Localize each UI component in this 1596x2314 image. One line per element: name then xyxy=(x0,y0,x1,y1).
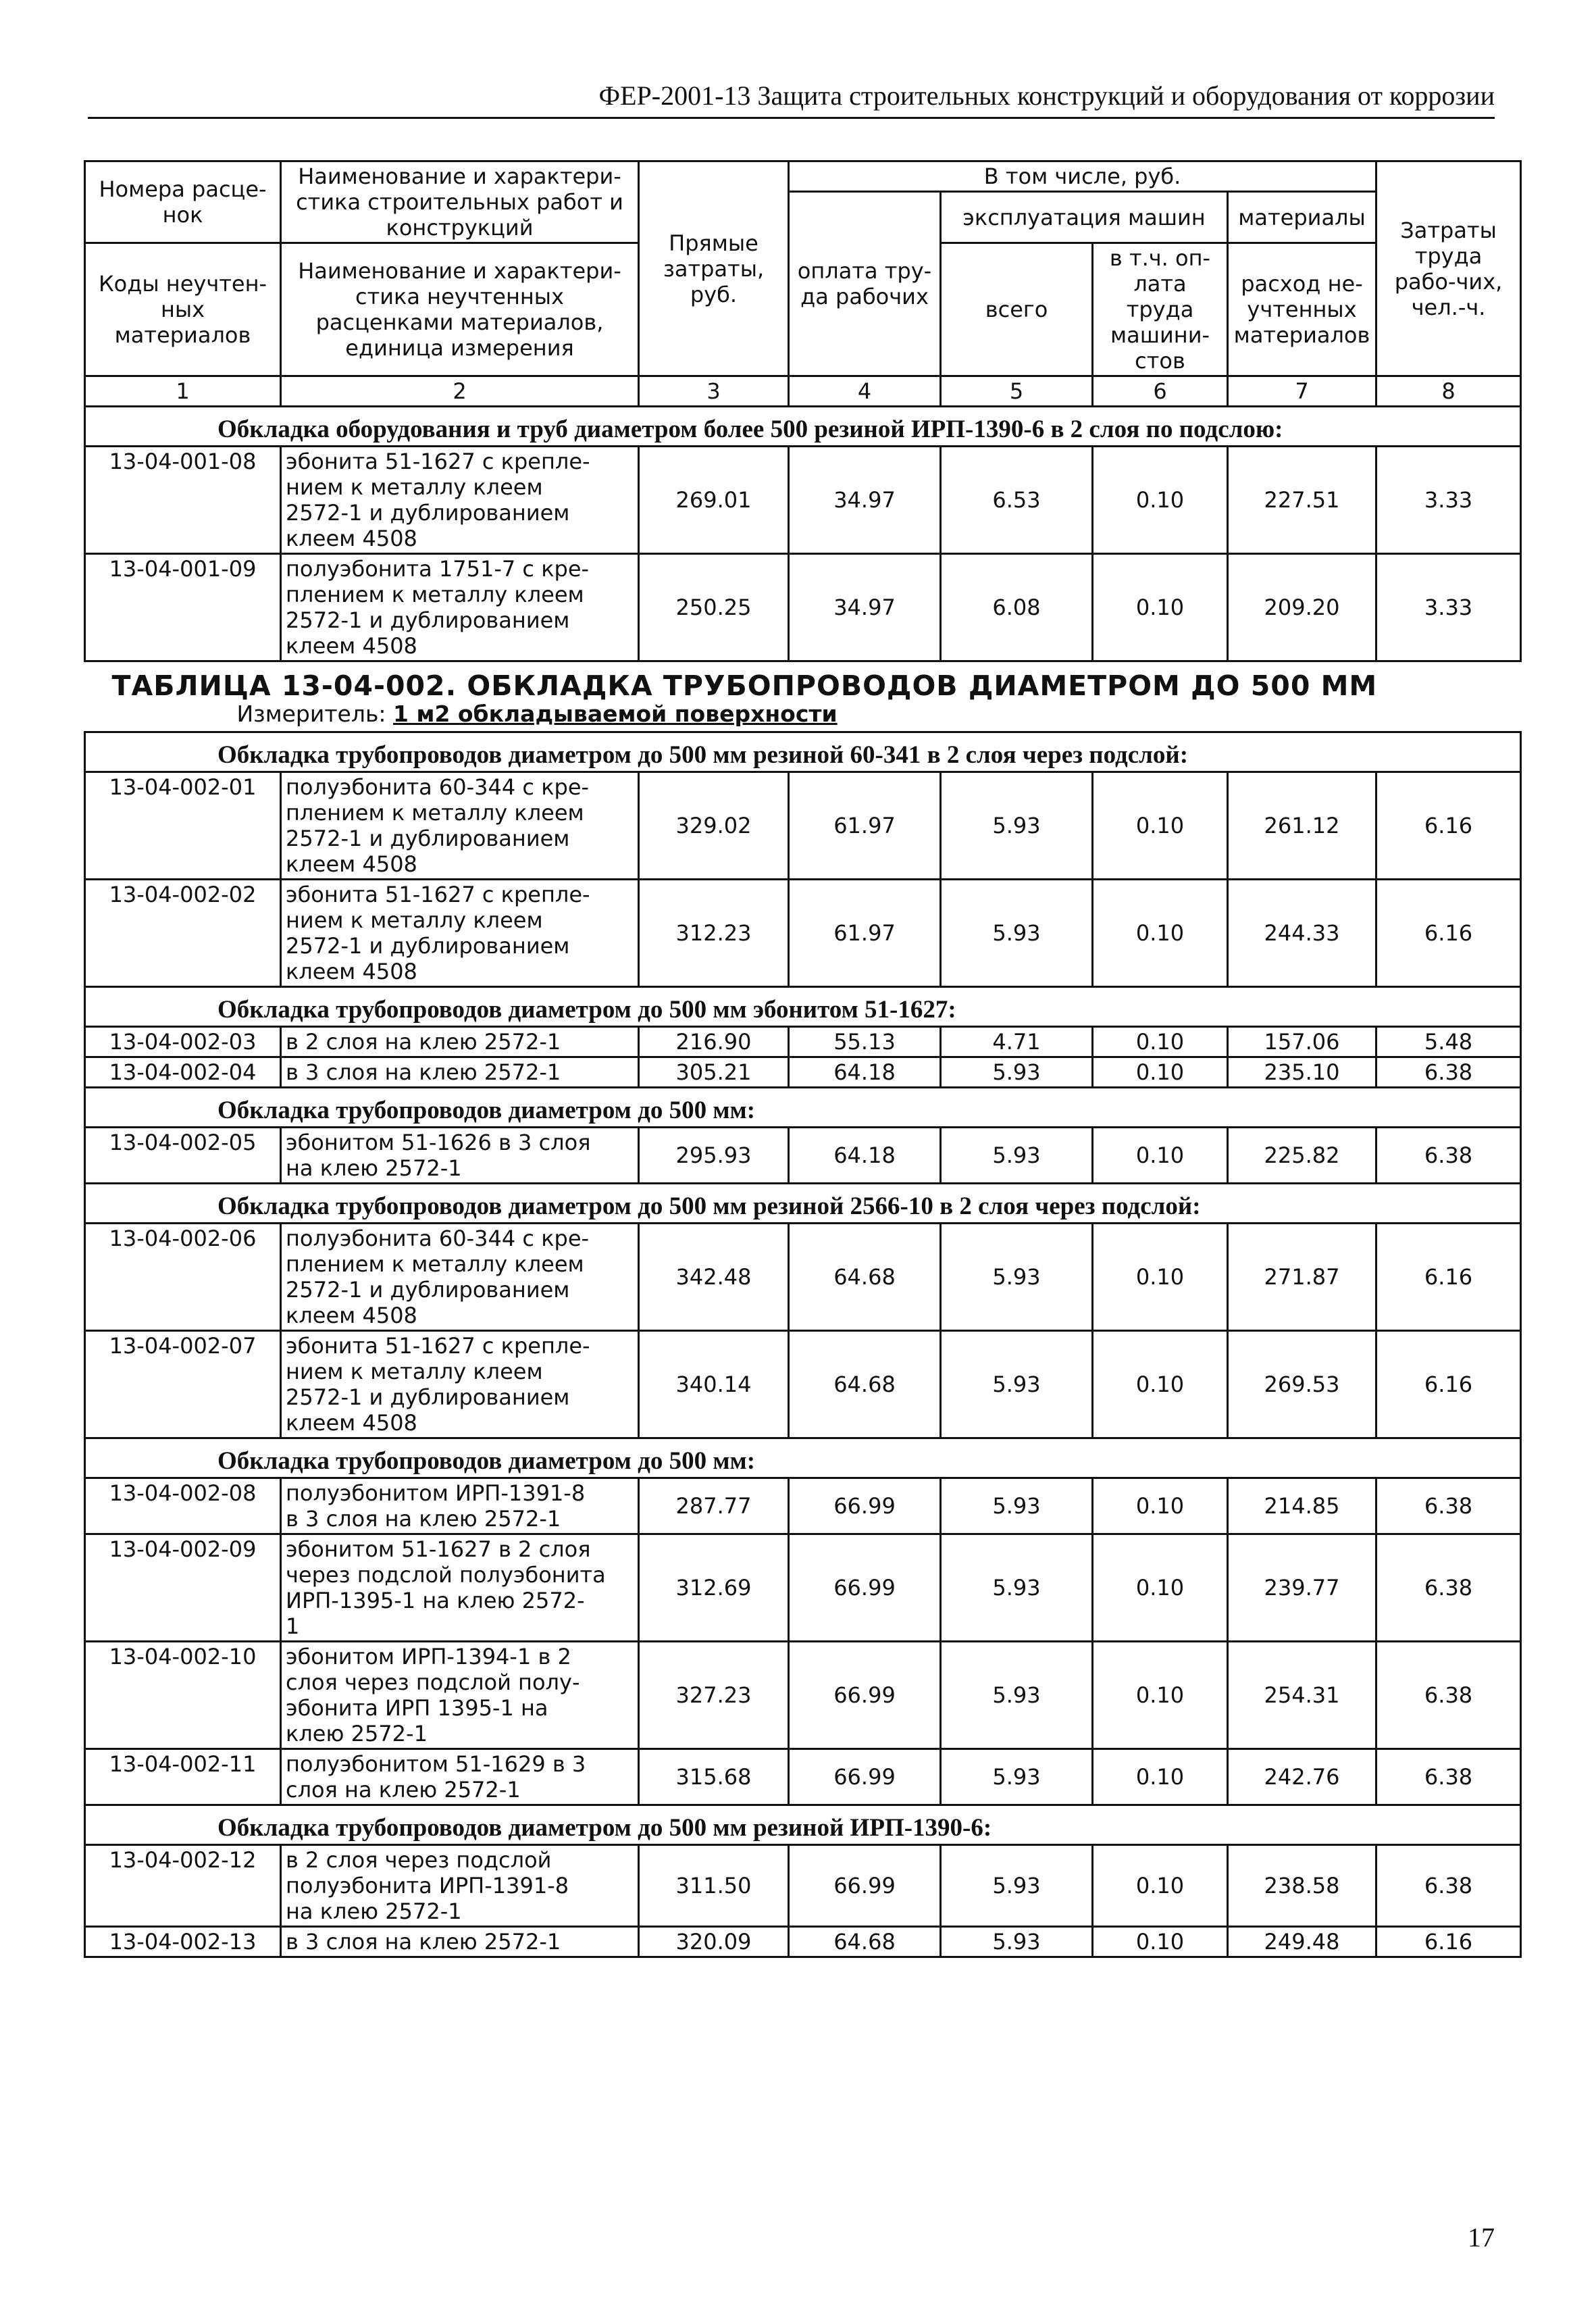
machines-value: 5.93 xyxy=(941,1642,1093,1749)
table-row xyxy=(85,1331,1521,1438)
rate-code: 13-04-002-08 xyxy=(85,1478,281,1534)
direct-costs-value: 329.02 xyxy=(639,772,789,880)
column-numbers-row xyxy=(85,376,1521,407)
rate-code: 13-04-001-08 xyxy=(85,447,281,554)
machines-value: 6.08 xyxy=(941,554,1093,661)
machines-value: 5.93 xyxy=(941,1927,1093,1957)
rate-code: 13-04-002-07 xyxy=(85,1331,281,1438)
labor-value: 6.16 xyxy=(1376,1224,1521,1331)
labor-value: 3.33 xyxy=(1376,554,1521,661)
labor-value: 6.38 xyxy=(1376,1478,1521,1534)
machines-value: 5.93 xyxy=(941,1128,1093,1184)
work-description xyxy=(281,880,639,987)
description-line: 2572-1 и дублированием xyxy=(286,1277,570,1303)
description-line: через подслой полуэбонита xyxy=(286,1562,606,1588)
table-row xyxy=(85,554,1521,661)
col-unaccounted-materials: расход не-учтенных материалов xyxy=(1228,243,1376,376)
description-line: клеем 4508 xyxy=(286,1303,417,1328)
work-description xyxy=(281,1027,639,1057)
measure-value: 1 м2 обкладываемой поверхности xyxy=(393,701,838,727)
direct-costs-value: 320.09 xyxy=(639,1927,789,1957)
description-line: ИРП-1395-1 на клею 2572- xyxy=(286,1588,585,1613)
materials-value: 209.20 xyxy=(1228,554,1376,661)
measure-label: Измеритель: xyxy=(236,701,386,727)
column-number: 5 xyxy=(941,376,1093,407)
machines-value: 5.93 xyxy=(941,1478,1093,1534)
table-row xyxy=(85,1478,1521,1534)
description-line: в 3 слоя на клею 2572-1 xyxy=(286,1506,561,1532)
col-machines: эксплуатация машин xyxy=(941,192,1228,243)
page-header: ФЕР-2001-13 Защита строительных конструкций и оборудования от коррозии xyxy=(88,80,1495,119)
machines-value: 5.93 xyxy=(941,772,1093,880)
direct-costs-value: 305.21 xyxy=(639,1057,789,1088)
machinists-pay-value: 0.10 xyxy=(1093,880,1228,987)
col-worker-pay: оплата тру-да рабочих xyxy=(789,192,941,376)
direct-costs-value: 269.01 xyxy=(639,447,789,554)
materials-value: 238.58 xyxy=(1228,1845,1376,1927)
worker-pay-value: 66.99 xyxy=(789,1845,941,1927)
labor-value: 6.38 xyxy=(1376,1845,1521,1927)
machinists-pay-value: 0.10 xyxy=(1093,1642,1228,1749)
description-line: слоя на клею 2572-1 xyxy=(286,1777,521,1803)
work-description xyxy=(281,1128,639,1184)
section-heading: Обкладка трубопроводов диаметром до 500 мм резиной ИРП-1390-6: xyxy=(85,1805,1521,1845)
direct-costs-value: 287.77 xyxy=(639,1478,789,1534)
col-material-name: Наименование и характери-стика неучтенных расценками материалов, единица измерения xyxy=(281,243,639,376)
machines-value: 5.93 xyxy=(941,1845,1093,1927)
col-materials: материалы xyxy=(1228,192,1376,243)
rate-code: 13-04-002-01 xyxy=(85,772,281,880)
description-line: клеем 4508 xyxy=(286,1410,417,1436)
table-title: ТАБЛИЦА 13-04-002. ОБКЛАДКА ТРУБОПРОВОДОВ ДИАМЕТРОМ ДО 500 ММ xyxy=(85,661,1521,701)
col-labor: Затраты труда рабо-чих, чел.-ч. xyxy=(1376,161,1521,376)
materials-value: 254.31 xyxy=(1228,1642,1376,1749)
description-line: полуэбонита 60-344 с кре- xyxy=(286,774,590,800)
table-row xyxy=(85,1642,1521,1749)
description-line: эбонита ИРП 1395-1 на xyxy=(286,1695,548,1721)
description-line: нием к металлу клеем xyxy=(286,474,543,500)
description-line: клеем 4508 xyxy=(286,851,417,877)
rate-code: 13-04-002-11 xyxy=(85,1749,281,1805)
description-line: эбонита 51-1627 с крепле- xyxy=(286,1333,590,1359)
table-row xyxy=(85,1128,1521,1184)
work-description xyxy=(281,772,639,880)
column-number: 1 xyxy=(85,376,281,407)
machinists-pay-value: 0.10 xyxy=(1093,1057,1228,1088)
worker-pay-value: 66.99 xyxy=(789,1749,941,1805)
labor-value: 6.38 xyxy=(1376,1642,1521,1749)
description-line: в 2 слоя через подслой xyxy=(286,1847,552,1873)
column-number: 2 xyxy=(281,376,639,407)
direct-costs-value: 312.69 xyxy=(639,1534,789,1642)
description-line: в 3 слоя на клею 2572-1 xyxy=(286,1059,561,1085)
section-heading-row xyxy=(85,1184,1521,1224)
work-description xyxy=(281,447,639,554)
direct-costs-value: 216.90 xyxy=(639,1027,789,1057)
worker-pay-value: 64.18 xyxy=(789,1057,941,1088)
work-description xyxy=(281,1927,639,1957)
column-number: 6 xyxy=(1093,376,1228,407)
machinists-pay-value: 0.10 xyxy=(1093,447,1228,554)
table-row xyxy=(85,772,1521,880)
description-line: эбонитом 51-1626 в 3 слоя xyxy=(286,1130,591,1155)
machinists-pay-value: 0.10 xyxy=(1093,1128,1228,1184)
materials-value: 242.76 xyxy=(1228,1749,1376,1805)
worker-pay-value: 61.97 xyxy=(789,772,941,880)
machinists-pay-value: 0.10 xyxy=(1093,1749,1228,1805)
work-description xyxy=(281,1749,639,1805)
labor-value: 6.16 xyxy=(1376,880,1521,987)
rates-table xyxy=(84,160,1522,1958)
section-heading: Обкладка оборудования и труб диаметром более 500 резиной ИРП-1390-6 в 2 слоя по подслою: xyxy=(85,407,1521,447)
machines-value: 5.93 xyxy=(941,1224,1093,1331)
machinists-pay-value: 0.10 xyxy=(1093,1845,1228,1927)
labor-value: 5.48 xyxy=(1376,1027,1521,1057)
description-line: 2572-1 и дублированием xyxy=(286,933,570,959)
worker-pay-value: 64.68 xyxy=(789,1331,941,1438)
work-description xyxy=(281,554,639,661)
machines-value: 5.93 xyxy=(941,1057,1093,1088)
rate-code: 13-04-002-09 xyxy=(85,1534,281,1642)
machinists-pay-value: 0.10 xyxy=(1093,1331,1228,1438)
table-row xyxy=(85,880,1521,987)
description-line: клеем 4508 xyxy=(286,526,417,551)
table-row xyxy=(85,1845,1521,1927)
table-header xyxy=(85,161,1521,407)
col-rate-numbers: Номера расце-нок xyxy=(85,161,281,243)
labor-value: 6.16 xyxy=(1376,1927,1521,1957)
table-row xyxy=(85,1224,1521,1331)
machinists-pay-value: 0.10 xyxy=(1093,1224,1228,1331)
direct-costs-value: 315.68 xyxy=(639,1749,789,1805)
machinists-pay-value: 0.10 xyxy=(1093,554,1228,661)
machines-value: 5.93 xyxy=(941,1331,1093,1438)
section-heading-row xyxy=(85,407,1521,447)
rate-code: 13-04-002-05 xyxy=(85,1128,281,1184)
description-line: в 3 слоя на клею 2572-1 xyxy=(286,1929,561,1955)
labor-value: 6.38 xyxy=(1376,1057,1521,1088)
description-line: эбонита 51-1627 с крепле- xyxy=(286,449,590,474)
rate-code: 13-04-001-09 xyxy=(85,554,281,661)
section-heading-row xyxy=(85,1805,1521,1845)
section-heading-row xyxy=(85,732,1521,772)
measure-unit xyxy=(85,700,1521,732)
work-description xyxy=(281,1224,639,1331)
column-number: 7 xyxy=(1228,376,1376,407)
materials-value: 269.53 xyxy=(1228,1331,1376,1438)
col-machinists-pay: в т.ч. оп-лата труда машини-стов xyxy=(1093,243,1228,376)
worker-pay-value: 64.68 xyxy=(789,1224,941,1331)
table-row xyxy=(85,447,1521,554)
description-line: клеем 4508 xyxy=(286,633,417,659)
machinists-pay-value: 0.10 xyxy=(1093,772,1228,880)
section-heading: Обкладка трубопроводов диаметром до 500 мм: xyxy=(85,1088,1521,1128)
col-machines-total: всего xyxy=(941,243,1093,376)
labor-value: 3.33 xyxy=(1376,447,1521,554)
rate-code: 13-04-002-03 xyxy=(85,1027,281,1057)
measure-row xyxy=(85,700,1521,732)
labor-value: 6.38 xyxy=(1376,1128,1521,1184)
work-description xyxy=(281,1534,639,1642)
work-description xyxy=(281,1642,639,1749)
description-line: полуэбонитом ИРП-1391-8 xyxy=(286,1480,586,1506)
description-line: полуэбонита ИРП-1391-8 xyxy=(286,1873,569,1898)
description-line: эбонитом 51-1627 в 2 слоя xyxy=(286,1536,591,1562)
work-description xyxy=(281,1478,639,1534)
labor-value: 6.38 xyxy=(1376,1534,1521,1642)
direct-costs-value: 340.14 xyxy=(639,1331,789,1438)
table-body xyxy=(85,407,1521,1957)
description-line: нием к металлу клеем xyxy=(286,1359,543,1384)
description-line: плением к металлу клеем xyxy=(286,800,584,826)
table-row xyxy=(85,1534,1521,1642)
description-line: на клею 2572-1 xyxy=(286,1898,462,1924)
worker-pay-value: 34.97 xyxy=(789,447,941,554)
work-description xyxy=(281,1331,639,1438)
section-heading: Обкладка трубопроводов диаметром до 500 мм резиной 60-341 в 2 слоя через подслой: xyxy=(85,732,1521,772)
materials-value: 239.77 xyxy=(1228,1534,1376,1642)
description-line: эбонита 51-1627 с крепле- xyxy=(286,882,590,907)
direct-costs-value: 250.25 xyxy=(639,554,789,661)
description-line: на клею 2572-1 xyxy=(286,1155,462,1181)
materials-value: 225.82 xyxy=(1228,1128,1376,1184)
col-direct-costs: Прямые затраты, руб. xyxy=(639,161,789,376)
description-line: полуэбонита 1751-7 с кре- xyxy=(286,556,590,582)
machinists-pay-value: 0.10 xyxy=(1093,1027,1228,1057)
materials-value: 235.10 xyxy=(1228,1057,1376,1088)
direct-costs-value: 327.23 xyxy=(639,1642,789,1749)
table-row xyxy=(85,1749,1521,1805)
labor-value: 6.16 xyxy=(1376,772,1521,880)
table-row xyxy=(85,1927,1521,1957)
description-line: 1 xyxy=(286,1613,300,1639)
worker-pay-value: 55.13 xyxy=(789,1027,941,1057)
machinists-pay-value: 0.10 xyxy=(1093,1534,1228,1642)
materials-value: 271.87 xyxy=(1228,1224,1376,1331)
section-heading: Обкладка трубопроводов диаметром до 500 мм резиной 2566-10 в 2 слоя через подслой: xyxy=(85,1184,1521,1224)
machines-value: 4.71 xyxy=(941,1027,1093,1057)
description-line: плением к металлу клеем xyxy=(286,1251,584,1277)
description-line: полуэбонитом 51-1629 в 3 xyxy=(286,1751,586,1777)
materials-value: 214.85 xyxy=(1228,1478,1376,1534)
table-title-row xyxy=(85,661,1521,701)
description-line: эбонитом ИРП-1394-1 в 2 xyxy=(286,1644,571,1669)
description-line: полуэбонита 60-344 с кре- xyxy=(286,1226,590,1251)
materials-value: 227.51 xyxy=(1228,447,1376,554)
description-line: клею 2572-1 xyxy=(286,1721,428,1746)
column-number: 3 xyxy=(639,376,789,407)
table-row xyxy=(85,1057,1521,1088)
description-line: 2572-1 и дублированием xyxy=(286,607,570,633)
rate-code: 13-04-002-13 xyxy=(85,1927,281,1957)
rate-code: 13-04-002-06 xyxy=(85,1224,281,1331)
description-line: клеем 4508 xyxy=(286,959,417,984)
labor-value: 6.38 xyxy=(1376,1749,1521,1805)
direct-costs-value: 312.23 xyxy=(639,880,789,987)
materials-value: 261.12 xyxy=(1228,772,1376,880)
description-line: в 2 слоя на клею 2572-1 xyxy=(286,1029,561,1055)
worker-pay-value: 64.18 xyxy=(789,1128,941,1184)
rate-code: 13-04-002-02 xyxy=(85,880,281,987)
description-line: слоя через подслой полу- xyxy=(286,1669,580,1695)
description-line: 2572-1 и дублированием xyxy=(286,1384,570,1410)
labor-value: 6.16 xyxy=(1376,1331,1521,1438)
page-number: 17 xyxy=(1468,2222,1495,2253)
worker-pay-value: 61.97 xyxy=(789,880,941,987)
table-row xyxy=(85,1027,1521,1057)
rates-table-sheet xyxy=(84,160,1520,1958)
description-line: нием к металлу клеем xyxy=(286,907,543,933)
column-number: 4 xyxy=(789,376,941,407)
rate-code: 13-04-002-04 xyxy=(85,1057,281,1088)
description-line: 2572-1 и дублированием xyxy=(286,500,570,526)
description-line: плением к металлу клеем xyxy=(286,582,584,607)
worker-pay-value: 66.99 xyxy=(789,1642,941,1749)
section-heading: Обкладка трубопроводов диаметром до 500 мм: xyxy=(85,1438,1521,1478)
column-number: 8 xyxy=(1376,376,1521,407)
description-line: 2572-1 и дублированием xyxy=(286,826,570,851)
rate-code: 13-04-002-12 xyxy=(85,1845,281,1927)
rate-code: 13-04-002-10 xyxy=(85,1642,281,1749)
col-including: В том числе, руб. xyxy=(789,161,1376,192)
worker-pay-value: 64.68 xyxy=(789,1927,941,1957)
machines-value: 5.93 xyxy=(941,880,1093,987)
col-work-name: Наименование и характери-стика строительных работ и конструкций xyxy=(281,161,639,243)
materials-value: 244.33 xyxy=(1228,880,1376,987)
materials-value: 249.48 xyxy=(1228,1927,1376,1957)
col-material-codes: Коды неучтен-ных материалов xyxy=(85,243,281,376)
machines-value: 5.93 xyxy=(941,1749,1093,1805)
direct-costs-value: 311.50 xyxy=(639,1845,789,1927)
section-heading: Обкладка трубопроводов диаметром до 500 мм эбонитом 51-1627: xyxy=(85,987,1521,1027)
worker-pay-value: 34.97 xyxy=(789,554,941,661)
machines-value: 6.53 xyxy=(941,447,1093,554)
materials-value: 157.06 xyxy=(1228,1027,1376,1057)
section-heading-row xyxy=(85,1438,1521,1478)
work-description xyxy=(281,1845,639,1927)
worker-pay-value: 66.99 xyxy=(789,1478,941,1534)
section-heading-row xyxy=(85,987,1521,1027)
direct-costs-value: 295.93 xyxy=(639,1128,789,1184)
direct-costs-value: 342.48 xyxy=(639,1224,789,1331)
section-heading-row xyxy=(85,1088,1521,1128)
machinists-pay-value: 0.10 xyxy=(1093,1478,1228,1534)
worker-pay-value: 66.99 xyxy=(789,1534,941,1642)
work-description xyxy=(281,1057,639,1088)
machines-value: 5.93 xyxy=(941,1534,1093,1642)
machinists-pay-value: 0.10 xyxy=(1093,1927,1228,1957)
